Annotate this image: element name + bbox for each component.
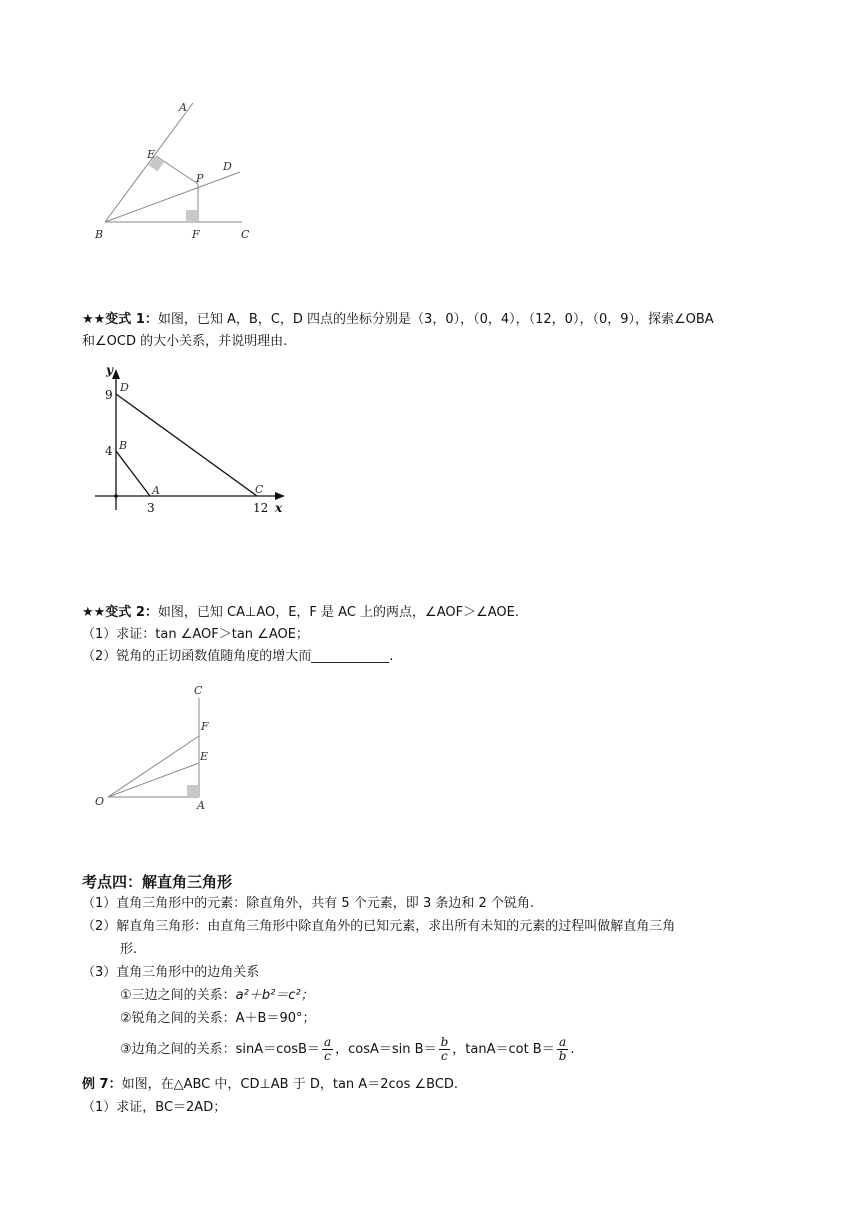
section4-p2b: 形. [120,942,138,957]
label-E: E [200,750,209,763]
label-E: E [147,148,156,161]
sin-formula: sinA＝cosB＝ [235,1042,320,1057]
x-axis-label: x [275,501,283,515]
figure-angle-bisector [90,95,260,245]
fraction-b-over-c: $\frac{b}{c}$ [440,1035,449,1063]
variant2-item1: （1）求证：tan ∠AOF＞tan ∠AOE； [82,627,309,642]
tan-formula: ，tanA＝cot B＝ [452,1042,555,1057]
variant1-line2: 和∠OCD 的大小关系，并说明理由. [82,334,288,349]
relation-side-angle: ③边角之间的关系：sinA＝cosB＝ $\frac{a}{c}$ ，cosA＝sin B＝ $\frac{b}{c}$ ，tanA＝cot B＝ $\frac{a}{b}$ . [120,1035,575,1063]
example7-text: 如图，在△ABC 中，CD⊥AB 于 D，tan A＝2cos ∠BCD. [121,1077,459,1092]
label-O: O [95,795,105,808]
point-A: A [152,484,160,497]
label-P: P [196,172,204,185]
label-C: C [241,228,250,241]
tick-x-3: 3 [147,501,155,515]
variant2-text: 如图，已知 CA⊥AO，E，F 是 AC 上的两点，∠AOF＞∠AOE. [157,605,519,620]
point-B: B [119,439,128,452]
label-F: F [201,720,209,733]
label-A: A [179,101,187,114]
variant2-item2: （2）锐角的正切函数值随角度的增大而____________. [82,649,394,664]
variant2-title: ★★变式 2： [82,605,158,620]
tick-y-9: 9 [105,388,113,402]
variant1-text: 如图，已知 A，B，C，D 四点的坐标分别是（3，0），（0，4），（12，0），（0，9），探索∠OBA [157,312,714,327]
y-axis-label: y [106,365,113,377]
point-D: D [120,381,129,394]
figure-tangent [90,680,220,810]
section4-p2a: （2）解直角三角形：由直角三角形中除直角外的已知元素，求出所有未知的元素的过程叫做解直角三角 [82,919,676,934]
example7-title: 例 7： [82,1077,122,1092]
tick-x-12: 12 [253,501,269,515]
label-C: C [194,684,203,697]
fraction-a-over-b: $\frac{a}{b}$ [558,1035,567,1063]
section4-heading: 考点四：解直角三角形 [82,873,233,891]
variant1-line1 [82,311,714,329]
variant2-line1 [82,604,519,622]
section4-p1: （1）直角三角形中的元素：除直角外，共有 5 个元素，即 3 条边和 2 个锐角. [82,896,535,911]
relation-side-angle-label: ③边角之间的关系： [120,1042,236,1057]
example7-line1 [82,1076,458,1094]
label-A: A [197,799,205,810]
label-D: D [223,160,232,173]
example7-item1: （1）求证，BC＝2AD； [82,1100,227,1115]
tick-y-4: 4 [105,444,113,458]
relation-sides-label: ①三边之间的关系： [120,988,236,1003]
relation-sides [120,987,314,1005]
fraction-a-over-c: $\frac{a}{c}$ [323,1035,332,1063]
variant1-title: ★★变式 1： [82,312,158,327]
cos-formula: ，cosA＝sin B＝ [335,1042,437,1057]
section4-p3: （3）直角三角形中的边角关系 [82,965,260,980]
label-B: B [95,228,104,241]
relation-angles-formula: A＋B＝90°； [235,1011,316,1026]
point-C: C [255,483,264,496]
figure-coordinate [95,365,295,515]
relation-angles [120,1010,316,1028]
relation-angles-label: ②锐角之间的关系： [120,1011,236,1026]
label-F: F [192,228,200,241]
relation-sides-formula: a²＋b²＝c²； [235,988,314,1003]
